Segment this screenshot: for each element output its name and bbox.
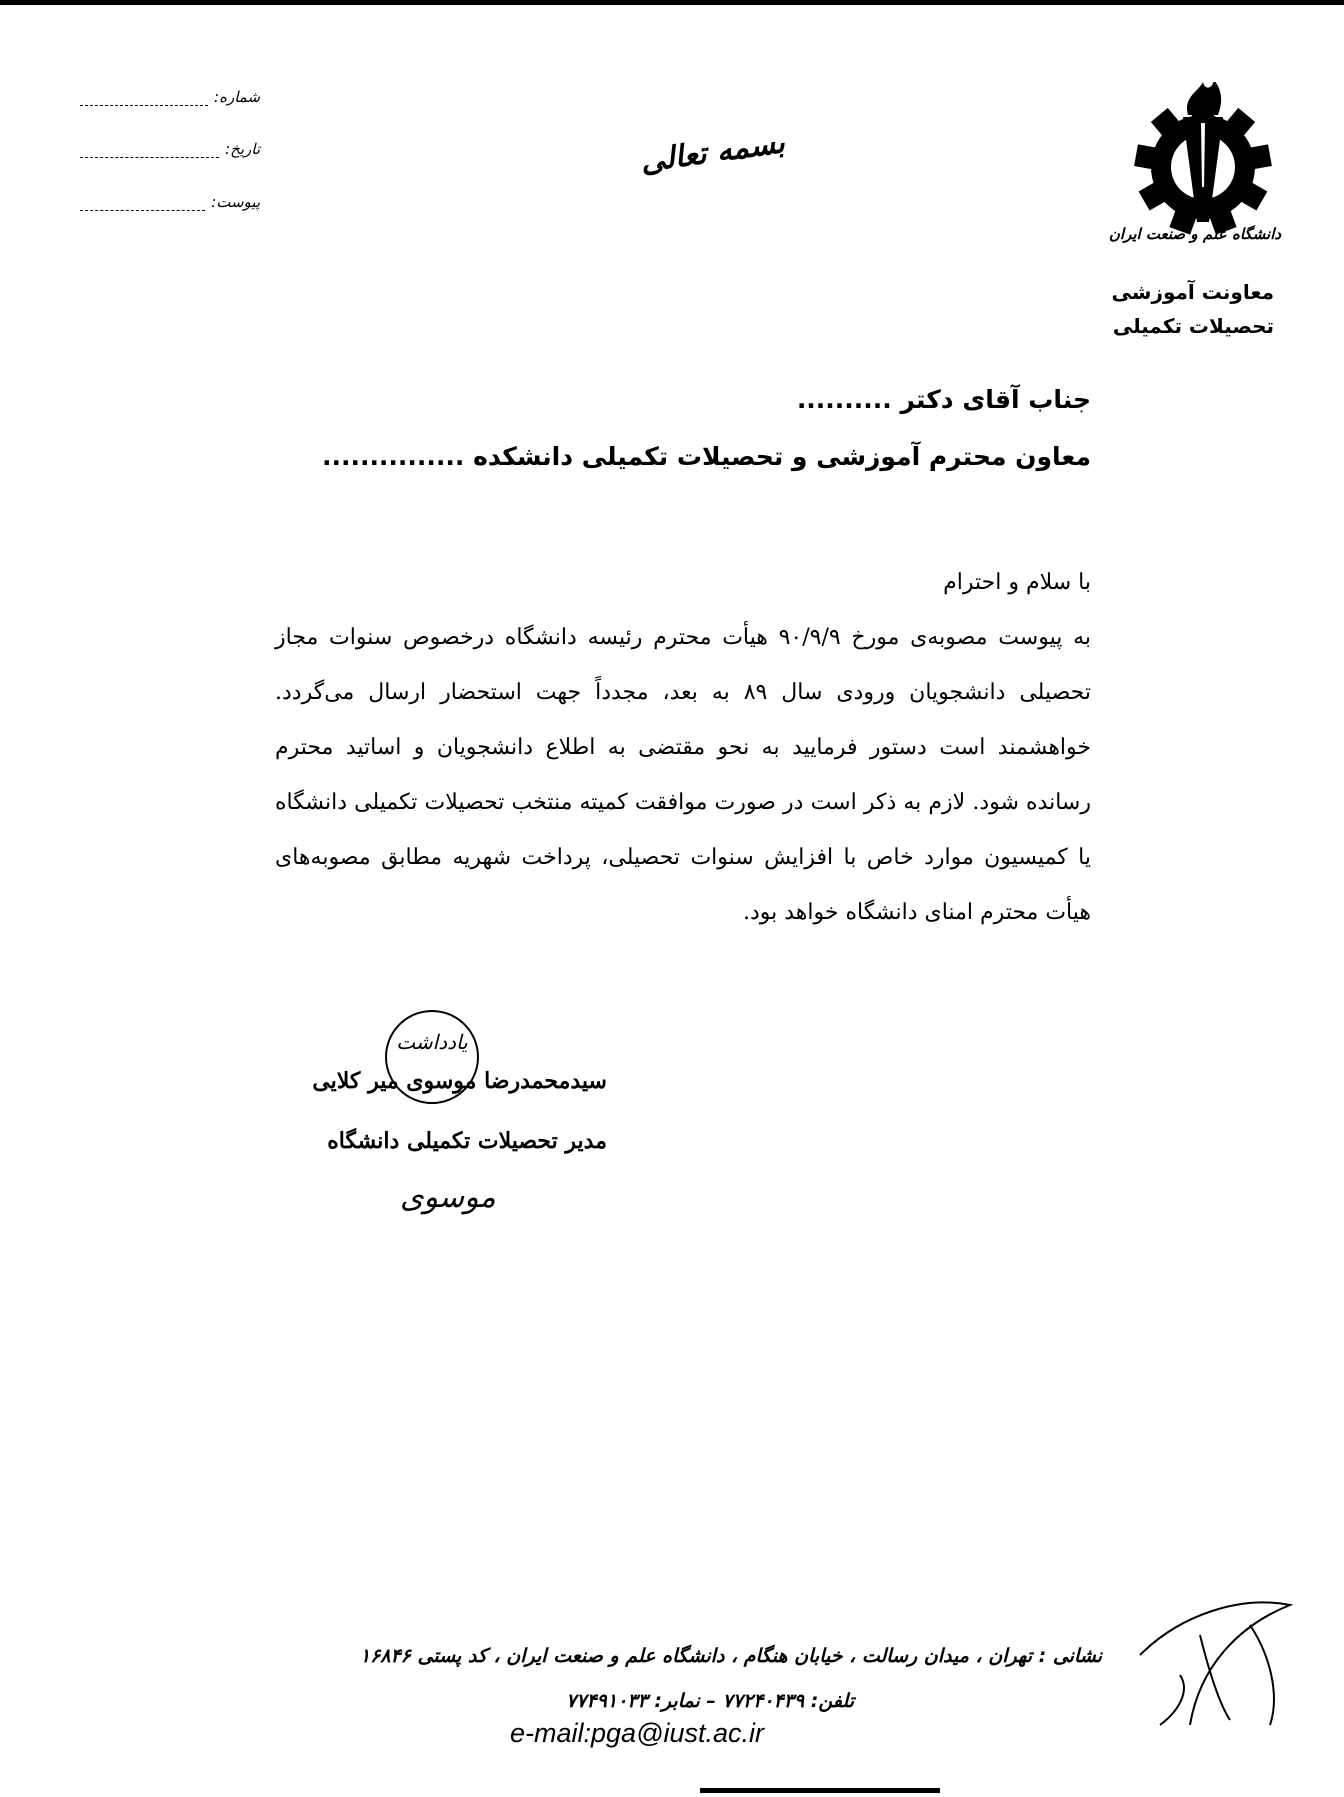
date-value-line bbox=[80, 156, 219, 158]
body-paragraph: به پیوست مصوبه‌ی مورخ ۹۰/۹/۹ هیأت محترم رئیسه دانشگاه درخصوص سنوات مجاز تحصیلی دانشجویان ورودی سال ۸۹ به بعد، مجدداً جهت استحضار ارسال می‌گردد. خواهشمند است دستور فرمایید به نحو مقتضی به اطلاع دانشجویان و اساتید محترم رسانده شود. لازم به ذکر است در صورت موافقت کمیته منتخب تحصیلات تکمیلی دانشگاه یا کمیسیون موارد خاص با افزایش سنوات تحصیلی، پرداخت شهریه مطابق مصوبه‌های هیأت محترم امنای دانشگاه خواهد بود. bbox=[275, 625, 1092, 925]
number-value-line bbox=[80, 104, 208, 106]
addressee-name: جناب آقای دکتر .......... bbox=[796, 385, 1091, 414]
letter-body bbox=[275, 555, 1091, 940]
scan-top-border bbox=[0, 0, 1344, 5]
logo-caption: دانشگاه علم و صنعت ایران bbox=[1108, 225, 1282, 243]
number-field bbox=[80, 88, 260, 106]
attachment-value-line bbox=[80, 209, 205, 211]
footer-phone: تلفن: ۷۷۲۴۰۴۳۹ – نمابر: ۷۷۴۹۱۰۳۳ bbox=[566, 1690, 854, 1712]
department-subtitle: تحصیلات تکمیلی bbox=[1112, 314, 1274, 338]
attachment-label: پیوست: bbox=[211, 193, 260, 211]
attachment-field bbox=[80, 193, 260, 211]
handwritten-initials-icon bbox=[1120, 1595, 1310, 1735]
number-label: شماره: bbox=[214, 88, 260, 106]
greeting: با سلام و احترام bbox=[943, 570, 1091, 595]
date-field bbox=[80, 140, 260, 158]
department-title: معاونت آموزشی bbox=[1111, 280, 1274, 304]
footer-address: نشانی : تهران ، میدان رسالت ، خیابان هنگام ، دانشگاه علم و صنعت ایران ، کد پستی ۱۶۸۴۶ bbox=[359, 1645, 1102, 1667]
stamp-text: یادداشت bbox=[396, 1030, 468, 1054]
scan-bottom-mark bbox=[700, 1788, 940, 1793]
date-label: تاریخ: bbox=[225, 140, 260, 158]
addressee-title: معاون محترم آموزشی و تحصیلات تکمیلی دانشکده ............... bbox=[321, 442, 1091, 471]
footer-email[interactable]: e-mail:pga@iust.ac.ir bbox=[510, 1718, 764, 1748]
invocation: بسمه تعالی bbox=[638, 125, 787, 180]
handwritten-signature: موسوی bbox=[400, 1180, 496, 1215]
signatory-name: سیدمحمدرضا موسوی میر کلایی bbox=[312, 1068, 607, 1094]
signatory-title: مدیر تحصیلات تکمیلی دانشگاه bbox=[327, 1128, 607, 1154]
